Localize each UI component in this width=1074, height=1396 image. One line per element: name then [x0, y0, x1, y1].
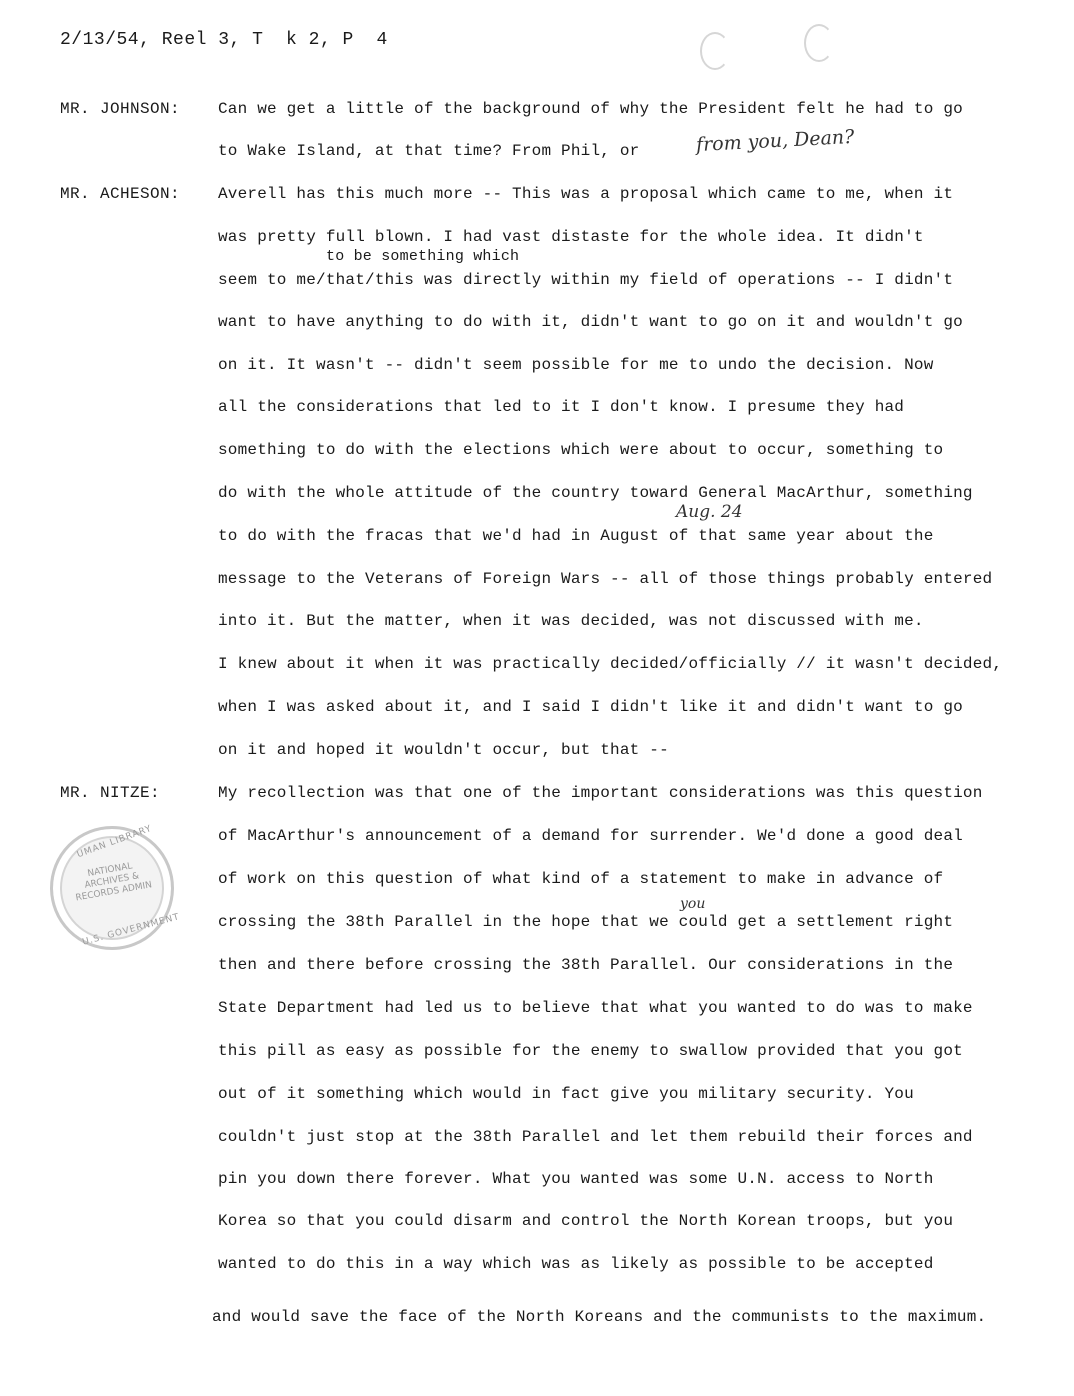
text-line: of MacArthur's announcement of a demand for surrender. We'd done a good deal — [218, 827, 963, 845]
text-line: want to have anything to do with it, didn't want to go on it and wouldn't go — [218, 313, 963, 331]
text-line: to Wake Island, at that time? From Phil, or — [218, 142, 640, 160]
text-line: when I was asked about it, and I said I didn't like it and didn't want to go — [218, 698, 963, 716]
text-line: was pretty full blown. I had vast distaste for the whole idea. It didn't — [218, 228, 924, 246]
text-line: and would save the face of the North Koreans and the communists to the maximum. — [212, 1308, 987, 1326]
text-line: Averell has this much more -- This was a proposal which came to me, when it — [218, 185, 954, 203]
text-line: wanted to do this in a way which was as likely as possible to be accepted — [218, 1255, 934, 1273]
text-line: message to the Veterans of Foreign Wars -- all of those things probably entered — [218, 570, 993, 588]
archive-stamp — [50, 823, 181, 950]
text-line: out of it something which would in fact give you military security. You — [218, 1085, 914, 1103]
speaker-label: MR. ACHESON: — [60, 185, 181, 203]
text-line: seem to me/that/this was directly within my field of operations -- I didn't — [218, 271, 954, 289]
speaker-label: MR. NITZE: — [60, 784, 161, 802]
text-line: then and there before crossing the 38th Parallel. Our considerations in the — [218, 956, 954, 974]
text-line: do with the whole attitude of the country toward General MacArthur, something — [218, 484, 973, 502]
handwritten-annotation: from you, Dean? — [695, 125, 855, 157]
speaker-label: MR. JOHNSON: — [60, 100, 181, 118]
page-reference: 2/13/54, Reel 3, T k 2, P 4 — [60, 30, 388, 50]
handwritten-annotation: Aug. 24 — [676, 502, 743, 522]
text-line: crossing the 38th Parallel in the hope that we could get a settlement right — [218, 913, 954, 931]
text-line: I knew about it when it was practically decided/officially // it wasn't decided, — [218, 655, 1003, 673]
text-line: into it. But the matter, when it was decided, was not discussed with me. — [218, 612, 924, 630]
stamp-body-text: NATIONAL ARCHIVES & RECORDS ADMIN — [74, 861, 153, 904]
text-line: to do with the fracas that we'd had in August of that same year about the — [218, 527, 934, 545]
text-line: couldn't just stop at the 38th Parallel and let them rebuild their forces and — [218, 1128, 973, 1146]
punch-hole-mark — [804, 24, 834, 62]
punch-hole-mark — [700, 32, 730, 70]
text-line: on it and hoped it wouldn't occur, but that -- — [218, 741, 669, 759]
text-line: My recollection was that one of the important considerations was this question — [218, 784, 983, 802]
typed-insertion: to be something which — [326, 248, 520, 265]
text-line: something to do with the elections which were about to occur, something to — [218, 441, 944, 459]
text-line: pin you down there forever. What you wanted was some U.N. access to North — [218, 1170, 934, 1188]
text-line: this pill as easy as possible for the enemy to swallow provided that you got — [218, 1042, 963, 1060]
text-line: Can we get a little of the background of why the President felt he had to go — [218, 100, 963, 118]
stamp-rim-text: U.S. GOVERNMENT — [81, 912, 181, 948]
text-line: of work on this question of what kind of a statement to make in advance of — [218, 870, 944, 888]
text-line: Korea so that you could disarm and control the North Korean troops, but you — [218, 1212, 954, 1230]
text-line: on it. It wasn't -- didn't seem possible for me to undo the decision. Now — [218, 356, 934, 374]
handwritten-annotation: you — [680, 896, 706, 912]
stamp-rim-text: UMAN LIBRARY — [75, 823, 154, 861]
text-line: State Department had led us to believe that what you wanted to do was to make — [218, 999, 973, 1017]
text-line: all the considerations that led to it I don't know. I presume they had — [218, 398, 905, 416]
